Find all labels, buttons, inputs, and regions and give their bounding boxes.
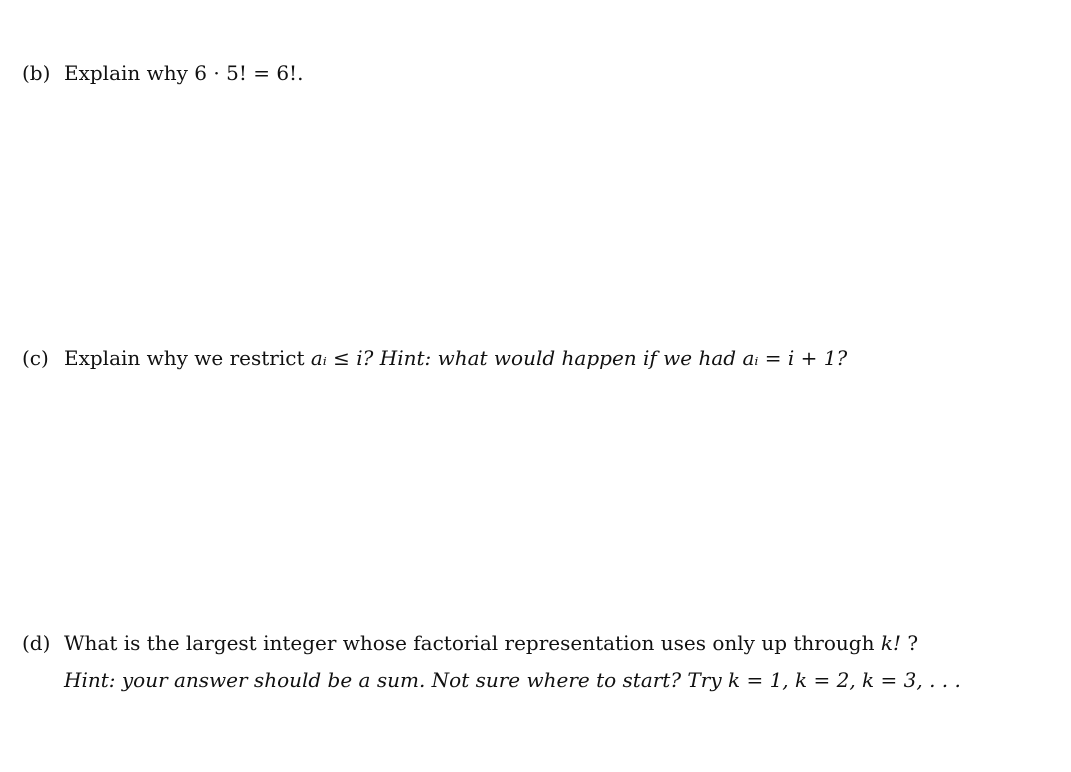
problem-c-text: Explain why we restrict	[64, 346, 311, 370]
problem-d-tail: ?	[900, 631, 919, 655]
problem-c-hint: Hint: what would happen if we had aᵢ = i + 1?	[373, 346, 848, 370]
problem-c	[22, 345, 847, 371]
problem-d-hint: Hint: your answer should be a sum. Not sure where to start? Try k = 1, k = 2, k = 3, . . .	[64, 668, 961, 692]
problem-b	[22, 60, 303, 86]
problem-d-text: What is the largest integer whose factorial representation uses only up through	[64, 631, 881, 655]
problem-d-math: k!	[880, 631, 901, 655]
problem-c-label: (c)	[22, 346, 49, 370]
problem-d-label: (d)	[22, 631, 51, 655]
problem-c-math: aᵢ ≤ i?	[310, 346, 374, 370]
problem-b-text: Explain why 6 · 5! = 6!.	[64, 61, 304, 85]
problem-d	[22, 630, 918, 656]
problem-b-label: (b)	[22, 61, 51, 85]
